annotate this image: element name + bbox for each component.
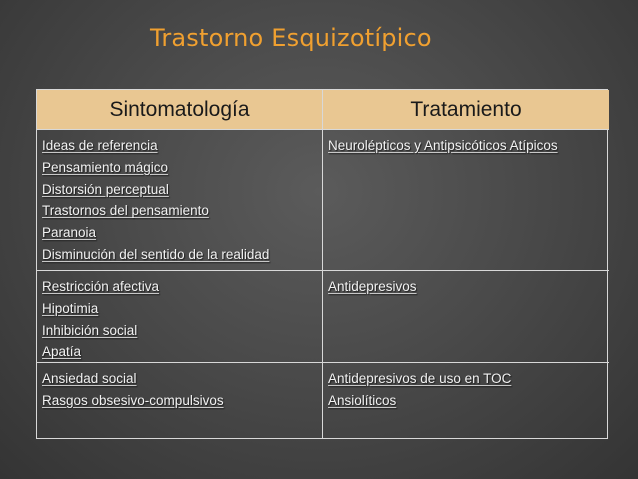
slide-title: Trastorno Esquizotípico: [150, 24, 432, 52]
row-1-sintomas: [37, 130, 323, 271]
table-cell-line: Trastornos del pensamiento: [42, 203, 209, 219]
table-cell-line: Paranoia: [42, 225, 97, 241]
symptoms-treatment-table: [36, 89, 608, 439]
table-cell-line: Antidepresivos de uso en TOC: [328, 371, 512, 386]
table-cell-line: Antidepresivos: [328, 279, 417, 294]
table-cell-line: Apatía: [42, 344, 82, 360]
table-cell-line: Ansiedad social: [42, 371, 137, 386]
table-cell-line: Neurolépticos y Antipsicóticos Atípicos: [328, 138, 558, 153]
table-cell-line: Restricción afectiva: [42, 279, 160, 294]
row-1-tratamiento: [323, 130, 609, 271]
row-3-sintomas: [37, 363, 323, 438]
header-tratamiento: Tratamiento: [323, 90, 609, 130]
table-cell-line: Inhibición social: [42, 322, 138, 338]
table-cell-line: Rasgos obsesivo-compulsivos: [42, 392, 224, 408]
row-2-tratamiento: [323, 271, 609, 363]
table-cell-line: Ansiolíticos: [328, 392, 397, 408]
table-cell-line: Disminución del sentido de la realidad: [42, 246, 270, 262]
row-2-sintomas: [37, 271, 323, 363]
table-cell-line: Pensamiento mágico: [42, 159, 169, 175]
header-sintomatologia: Sintomatología: [37, 90, 323, 130]
row-3-tratamiento: [323, 363, 609, 438]
table-cell-line: Ideas de referencia: [42, 138, 158, 153]
table-cell-line: Distorsión perceptual: [42, 181, 169, 197]
table-cell-line: Hipotimia: [42, 300, 99, 316]
